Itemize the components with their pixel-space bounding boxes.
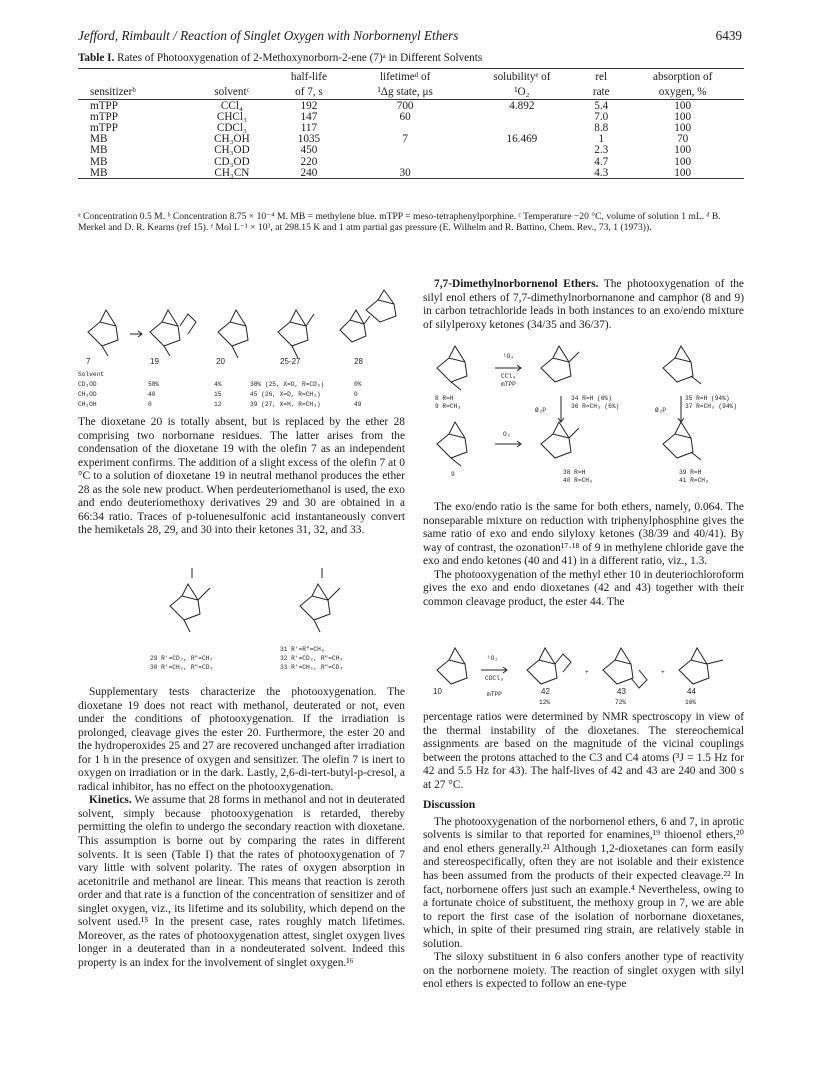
table-cell: 117	[300, 121, 318, 134]
th-bottom: sensitizerᵇ	[78, 84, 194, 100]
th-top: solubilityᵉ of	[463, 69, 582, 85]
label-8: 8 R=H	[435, 395, 454, 402]
paragraph-dimethyl	[423, 278, 744, 332]
table-cell	[463, 145, 582, 156]
table-cell: CH₃OH	[214, 133, 250, 146]
table-cell: 1	[598, 133, 605, 146]
table-cell: 7.0	[594, 110, 609, 123]
label-25-27: 25-27	[280, 357, 301, 366]
reagent-mtpp: mTPP	[487, 691, 502, 698]
table-header-row-top	[78, 69, 744, 85]
paragraph: Supplementary tests characterize the photooxygenation. The dioxetane 19 does not react with methanol, deuterated or not, even under the conditions of photooxygenation. If the irradiation is prolonged, cleavage gives the ester 20. Furthermore, the ester 20 and the hydroperoxides 25 and 27 are recovered unchanged after irradiation for 1 h in the presence of oxygen and sensitizer. The olefin 7 is inert to oxygen on irradiation or in the dark. Lastly, 2,6-di-tert-butyl-p-cresol, a radical inhibitor, has no effect on the photooxygenation.	[78, 686, 405, 793]
reaction-arrow	[495, 365, 521, 371]
label-38: 38 R=H	[563, 469, 586, 476]
table-cell: 100	[674, 110, 692, 123]
scheme-2-labels	[150, 646, 343, 671]
plus-sign: +	[661, 669, 665, 676]
label-39: 39 R=H	[679, 469, 702, 476]
solvent-row-2-name: CH₃OH	[78, 401, 97, 408]
structure-34-36	[541, 346, 579, 382]
percent-43: 72%	[615, 699, 627, 706]
label-32: 32 R'=CD₃, R"=CH₃	[280, 655, 344, 662]
solvent-table	[78, 371, 362, 408]
table-cell: mTPP	[90, 99, 118, 112]
table-cell	[463, 156, 582, 167]
label-19: 19	[150, 357, 159, 366]
label-28: 28	[354, 357, 363, 366]
structure-43	[603, 648, 647, 688]
left-column-lower	[78, 686, 405, 970]
running-header	[78, 28, 742, 48]
th-bottom: ¹O₂	[463, 84, 582, 100]
paragraph: The photooxygenation of the norbornenol ethers, 6 and 7, in aprotic solvents is similar to that reported for enamines,¹⁹ thioenol ethers,²⁰ and enol ethers generally.²¹ Although 1,2-dioxetanes can form easily and stereospecifically, often they are not isolable and their existence has been assumed from the products of their expected cleavage.²² In fact, norbornene offers just such an example.⁴ Nevertheless, owing to a fortunate choice of substituent, the methoxy group in 7, we are able to report the first case of the isolation of norbornane dioxetanes, which, in spite of their presumed ring strain, are relatively stable in solution.	[423, 815, 744, 950]
paragraph: The dioxetane 20 is totally absent, but is replaced by the ether 28 comprising two norbornane residues. The latter arises from the condensation of the dioxetane 19 with the olefin 7 as an independent experiment confirms. The addition of a slight excess of the olefin 7 at 0 °C to a solution of dioxetane 19 in neutral methanol produces the ether 28 as the sole new product. When perdeuteriomethanol is used, the exo and endo deuteriomethoxy derivatives 29 and 30 are obtained in a 66:34 ratio. Traces of p-toluenesulfonic acid instantaneously convert the hemiketals 28, 29, and 30 into their ketones 31, 32, and 33.	[78, 416, 405, 537]
th-bottom: solventᶜ	[194, 84, 271, 100]
label-40: 40 R=CH₃	[563, 477, 593, 484]
table-cell: 100	[674, 99, 692, 112]
scheme-2-hemiketals-ketones	[150, 562, 370, 680]
table-cell: CD₃OD	[214, 155, 250, 168]
run-in-heading: Kinetics.	[89, 794, 132, 807]
table-caption-text: Rates of Photooxygenation of 2-Methoxynorborn-2-ene (7)ᵃ in Different Solvents	[117, 52, 483, 64]
th-top	[78, 69, 194, 85]
table-cell: 4.3	[581, 167, 621, 179]
running-title: Jefford, Rimbault / Reaction of Singlet Oxygen with Norbornenyl Ethers	[78, 28, 459, 43]
table-cell: 147	[300, 110, 318, 123]
label-31: 31 R'=R"=CH₃	[280, 646, 325, 653]
run-in-heading: 7,7-Dimethylnorbornenol Ethers.	[434, 278, 599, 290]
label-20: 20	[216, 357, 225, 366]
solvent-row-1-v2: 15	[214, 391, 222, 398]
label-43: 43	[617, 687, 626, 696]
structure-10	[437, 648, 467, 684]
table-cell: 2.3	[594, 144, 609, 157]
solvent-title: Solvent	[78, 371, 104, 378]
table-cell: 100	[621, 167, 744, 179]
table-row	[78, 134, 744, 145]
label-10: 10	[433, 687, 442, 696]
structure-19	[150, 310, 196, 356]
reaction-arrow	[130, 331, 142, 337]
solvent-row-1-name: CH₃OD	[78, 391, 97, 398]
paragraph: The photooxygenation of the methyl ether 10 in deuteriochloroform gives the exo and endo dioxetanes (42 and 43) together with their common cleavage product, the ester 44. The	[423, 568, 744, 608]
table-cell: 700	[396, 99, 414, 112]
paragraph: The exo/endo ratio is the same for both ethers, namely, 0.064. The nonseparable mixture on reduction with triphenylphosphine gives the same ratio of exo and endo silyloxy ketones (38/39 and 40/41). By way of contrast, the ozonation¹⁷·¹⁸ of 9 in methylene chloride gave the exo and endo ketones (40 and 41) in a different ratio, viz., 1.3.	[423, 501, 744, 568]
table-cell: MB	[78, 167, 194, 179]
page-number: 6439	[715, 28, 742, 43]
table-row	[78, 145, 744, 156]
solvent-row-1-v1: 40	[148, 391, 156, 398]
table-header-row-bottom	[78, 84, 744, 100]
structure-7	[88, 310, 118, 356]
table-cell	[463, 167, 582, 179]
plus-sign: +	[585, 669, 589, 676]
section-heading-discussion: Discussion	[423, 798, 476, 812]
solvent-row-0-v4: 0%	[354, 381, 362, 388]
percent-44: 16%	[685, 699, 697, 706]
table-row	[78, 156, 744, 167]
table-cell: CHCl₃	[216, 110, 247, 123]
table-cell	[348, 122, 463, 133]
scheme-3-text	[435, 353, 737, 484]
scheme-4-dioxetanes	[423, 640, 744, 708]
percent-42: 12%	[539, 699, 551, 706]
table-cell: 100	[674, 144, 692, 157]
structure-9-bottom	[437, 422, 467, 466]
th-bottom: ¹Δg state, μs	[348, 84, 463, 100]
table-cell: CDCl₃	[216, 121, 247, 134]
table-cell: 220	[300, 155, 318, 168]
label-34: 34 R=H (6%)	[571, 395, 612, 402]
solvent-row-0-v1: 58%	[148, 381, 160, 388]
reagent-ozone: O₃	[503, 431, 511, 438]
th-bottom: oxygen, %	[621, 84, 744, 100]
reagent-cdcl3: CDCl₃	[485, 675, 504, 682]
table-cell: 5.4	[594, 99, 609, 112]
solvent-row-2-v3: 39 (27, X=H, R=CH₃)	[250, 401, 321, 408]
table-row	[78, 122, 744, 133]
table-cell: 450	[300, 144, 318, 157]
label-37: 37 R=CH₃ (94%)	[685, 403, 737, 410]
scheme-1-photooxygenation-products	[78, 270, 418, 420]
table-cell: mTPP	[90, 110, 118, 123]
paragraph-kinetics	[78, 794, 405, 970]
scheme-4-text	[433, 655, 696, 706]
paragraph-text: We assume that 28 forms in methanol and not in deuterated solvent, simply because photooxygenation is retarded, thereby permitting the olefin to undergo the secondary reaction with dioxetane. This assumption is borne out by comparing the rates in different solvents. It is seen (Table I) that the rates of photooxygenation of 7 vary little with solvent polarity. The rates of oxygen absorption in acetonitrile and methanol are linear. This means that reaction is zeroth order and that rate is a function of the concentration of sensitizer and of singlet oxygen, viz., its lifetime and its solubility, which depend on the solvent used.¹⁵ In the present case, rates roughly match lifetimes. Moreover, as the rates of photooxygenation attest, singlet oxygen lives longer in a deuterated than in a nondeuterated solvent. Indeed this property is an index for the involvement of singlet oxygen.¹⁶	[78, 794, 405, 969]
table-cell: 100	[674, 155, 692, 168]
label-41: 41 R=CH₃	[679, 477, 709, 484]
table-cell: 8.8	[594, 121, 609, 134]
paragraph: The siloxy substituent in 6 also confers another type of reactivity on the norbornene moiety. The reaction of singlet oxygen with silyl enol ethers is expected to follow an ene-type	[423, 951, 744, 991]
structure-31-33	[300, 568, 340, 632]
table-cell: CH₃OD	[214, 144, 250, 157]
solvent-row-2-v1: 0	[148, 401, 152, 408]
th-top: lifetimeᵈ of	[348, 69, 463, 85]
label-29: 29 R'=CD₃, R"=CH₃	[150, 655, 214, 662]
reduction-arrow-2	[678, 396, 684, 422]
structure-29-30	[170, 568, 210, 632]
th-top	[194, 69, 271, 85]
table-cell: MB	[90, 133, 108, 146]
solvent-row-2-v4: 49	[354, 401, 362, 408]
label-44: 44	[687, 687, 696, 696]
table-footnote: ᵃ Concentration 0.5 M. ᵇ Concentration 8.75 × 10⁻⁴ M. MB = methylene blue. mTPP = meso-tetraphenylporphine. ᶜ Temperature −20 °C, volume of solution 1 mL. ᵈ B. Merkel and D. R. Kearns (ref 15). ᵉ Mol L⁻¹ × 10³, at 298.15 K and 1 atm partial gas pressure (E. Wilhelm and R. Battino, Chem. Rev., 73, 1 (1973)).	[78, 211, 721, 233]
table-cell: mTPP	[90, 121, 118, 134]
table-body	[78, 100, 744, 179]
reagent-mtpp: mTPP	[501, 381, 516, 388]
table-cell: MB	[90, 155, 108, 168]
reduction-arrow-1	[558, 396, 564, 422]
th-top: half-life	[270, 69, 347, 85]
reagent-phosphine-1: Ø₃P	[535, 407, 547, 414]
right-column-middle	[423, 501, 744, 609]
table-row	[78, 111, 744, 122]
structure-8-9	[437, 346, 467, 390]
paragraph-text: The photooxygenation of the silyl enol ethers of 7,7-dimethylnorbornanone and camphor (8 and 9) in carbon tetrachloride leads in both instances to an exo/endo mixture of silylperoxy ketones (34/35 and 36/37).	[423, 278, 744, 331]
solvent-row-0-v3: 38% (25, X=D, R=CD₃)	[250, 381, 325, 388]
scheme-1-numbers	[86, 357, 363, 366]
table-cell: 1035	[297, 133, 321, 146]
table-cell: CCl₄	[220, 99, 243, 112]
label-33: 33 R'=CH₃, R"=CD₃	[280, 664, 344, 671]
structure-39-41	[663, 422, 701, 460]
table-row	[78, 167, 744, 179]
structure-38-40	[541, 422, 579, 458]
reagent-ccl4: CCl₄	[501, 373, 516, 380]
left-column-upper	[78, 416, 405, 538]
table-cell: 240	[270, 167, 347, 179]
solvent-row-0-name: CD₃OD	[78, 381, 97, 388]
structure-42	[527, 648, 571, 684]
table-cell: 192	[300, 99, 318, 112]
table-cell	[348, 156, 463, 167]
label-42: 42	[541, 687, 550, 696]
table-cell	[463, 122, 582, 133]
table-row	[78, 100, 744, 112]
table-cell: 4.7	[594, 155, 609, 168]
table-cell: 4.892	[509, 99, 535, 112]
structure-44	[679, 648, 723, 684]
structure-20	[218, 310, 248, 358]
label-36: 36 R=CH₃ (6%)	[571, 403, 620, 410]
right-column-lower	[423, 711, 744, 992]
table-cell	[348, 145, 463, 156]
solvent-row-1-v4: 0	[354, 391, 358, 398]
paragraph: percentage ratios were determined by NMR spectroscopy in view of the thermal instability of the dioxetanes. The stereochemical assignments are based on the magnitude of the vicinal couplings between the protons attached to the C3 and C4 atoms (³J = 1.5 Hz for 42 and 5.5 Hz for 43). The half-lives of 42 and 43 are 240 and 300 s at 27 °C.	[423, 711, 744, 791]
table-caption	[78, 52, 758, 64]
reaction-arrow	[481, 667, 507, 673]
th-bottom: rate	[581, 84, 621, 100]
table-cell: MB	[90, 144, 108, 157]
table-cell: 7	[402, 133, 408, 146]
th-top: absorption of	[621, 69, 744, 85]
reagent-phosphine-2: Ø₃P	[655, 407, 667, 414]
table-label: Table I.	[78, 52, 115, 64]
label-30: 30 R'=CH₃, R"=CD₃	[150, 664, 214, 671]
reagent-singlet-oxygen: ¹O₂	[503, 353, 515, 360]
solvent-row-0-v2: 4%	[214, 381, 222, 388]
structure-25-27	[278, 310, 314, 358]
reagent-singlet-oxygen: ¹O₂	[487, 655, 499, 662]
label-9: 9 R=CH₃	[435, 403, 461, 410]
table-cell: 16.469	[506, 133, 538, 146]
right-column-upper	[423, 278, 744, 332]
table-cell: CH₃CN	[194, 167, 271, 179]
ozonation-arrow	[495, 441, 521, 447]
table-cell: 100	[674, 121, 692, 134]
structure-35-37	[663, 346, 701, 384]
table-cell: 60	[399, 110, 411, 123]
th-top: rel	[581, 69, 621, 85]
table-cell: 30	[348, 167, 463, 179]
label-35: 35 R=H (94%)	[685, 395, 730, 402]
table-cell: 70	[677, 133, 689, 146]
rates-table	[78, 68, 744, 179]
solvent-row-1-v3: 45 (26, X=D, R=CH₃)	[250, 391, 321, 398]
solvent-row-2-v2: 12	[214, 401, 222, 408]
label-9-bottom: 9	[451, 471, 455, 478]
th-bottom: of 7, s	[270, 84, 347, 100]
structure-28	[340, 290, 396, 342]
label-7: 7	[86, 357, 91, 366]
table-cell	[463, 111, 582, 122]
scheme-3-silyl-enol-ethers	[423, 338, 744, 484]
